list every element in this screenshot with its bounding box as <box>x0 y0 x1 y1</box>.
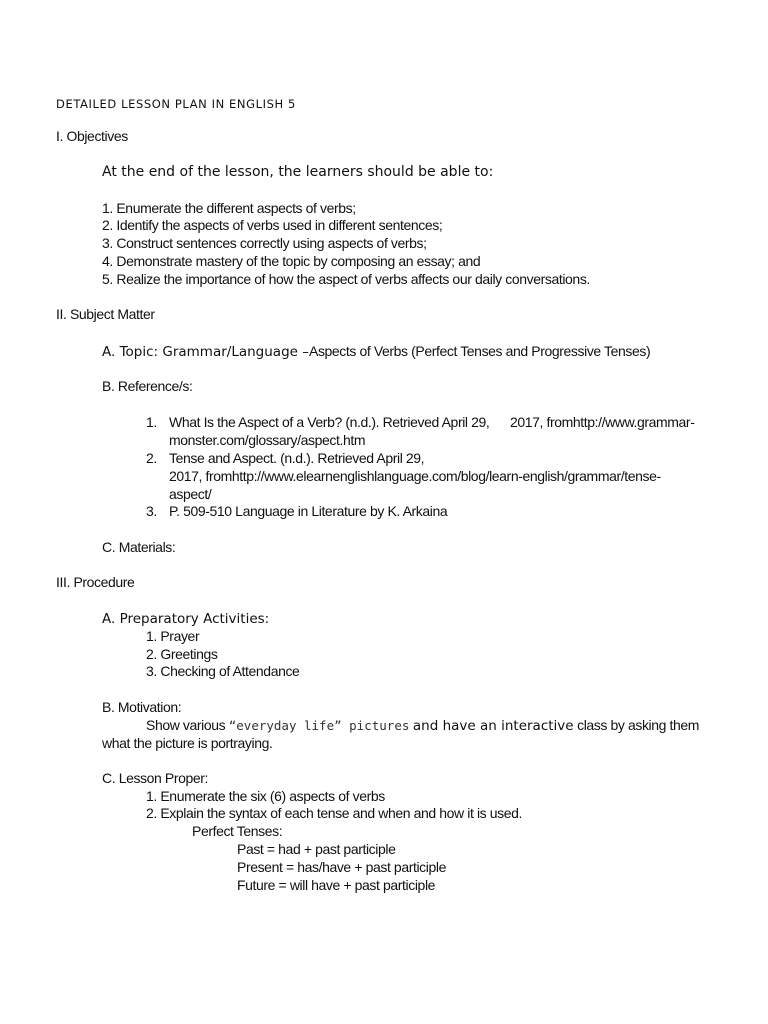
topic-prefix: A. Topic: Grammar/Language – <box>102 344 309 360</box>
reference-line: 2017, fromhttp://www.grammar- <box>510 414 695 430</box>
materials-heading: C. Materials: <box>102 539 176 555</box>
motivation-line: what the picture is portraying. <box>102 735 273 751</box>
reference-heading: B. Reference/s: <box>102 378 193 394</box>
preparatory-heading: A. Preparatory Activities: <box>102 611 270 627</box>
lesson-item: 2. Explain the syntax of each tense and when and how it is used. <box>146 805 522 821</box>
motivation-text: and have an interactive <box>412 718 574 734</box>
topic-line <box>102 342 650 361</box>
procedure-heading: III. Procedure <box>56 574 135 590</box>
reference-line: Tense and Aspect. (n.d.). Retrieved April 29, <box>169 450 425 466</box>
objective-item: 4. Demonstrate mastery of the topic by composing an essay; and <box>102 253 481 269</box>
lesson-proper-heading: C. Lesson Proper: <box>102 770 209 786</box>
objective-item: 3. Construct sentences correctly using aspects of verbs; <box>102 235 427 251</box>
lesson-item: 1. Enumerate the six (6) aspects of verbs <box>146 788 385 804</box>
motivation-quote: “everyday life” pictures <box>228 718 410 733</box>
objective-item: 5. Realize the importance of how the aspect of verbs affects our daily conversations. <box>102 271 590 287</box>
reference-line: 2017, fromhttp://www.elearnenglishlanguage.com/blog/learn-english/grammar/tense- <box>169 468 661 484</box>
preparatory-item: 2. Greetings <box>146 646 218 662</box>
preparatory-item: 1. Prayer <box>146 628 200 644</box>
reference-line: What Is the Aspect of a Verb? (n.d.). Retrieved April 29, <box>169 414 490 430</box>
perfect-tense-item: Past = had + past participle <box>237 841 396 857</box>
objective-item: 2. Identify the aspects of verbs used in different sentences; <box>102 217 443 233</box>
perfect-tense-item: Future = will have + past participle <box>237 877 436 893</box>
objectives-intro: At the end of the lesson, the learners should be able to: <box>102 164 494 180</box>
topic-rest: Aspects of Verbs (Perfect Tenses and Progressive Tenses) <box>309 343 651 359</box>
reference-number: 1. <box>146 414 157 430</box>
perfect-tenses-heading: Perfect Tenses: <box>192 823 283 839</box>
objectives-heading: I. Objectives <box>56 128 128 144</box>
motivation-text: class by asking them <box>577 717 700 733</box>
perfect-tense-item: Present = has/have + past participle <box>237 859 446 875</box>
objective-item: 1. Enumerate the different aspects of verbs; <box>102 200 356 216</box>
reference-number: 2. <box>146 450 157 466</box>
reference-line: monster.com/glossary/aspect.htm <box>169 432 366 448</box>
reference-number: 3. <box>146 503 157 519</box>
reference-line: aspect/ <box>169 486 212 502</box>
motivation-text: Show various <box>146 717 226 733</box>
reference-line: P. 509-510 Language in Literature by K. Arkaina <box>169 503 448 519</box>
preparatory-item: 3. Checking of Attendance <box>146 663 300 679</box>
subject-matter-heading: II. Subject Matter <box>56 306 155 322</box>
doc-title: DETAILED LESSON PLAN IN ENGLISH 5 <box>56 97 296 111</box>
motivation-line <box>146 716 699 735</box>
motivation-heading: B. Motivation: <box>102 699 182 715</box>
